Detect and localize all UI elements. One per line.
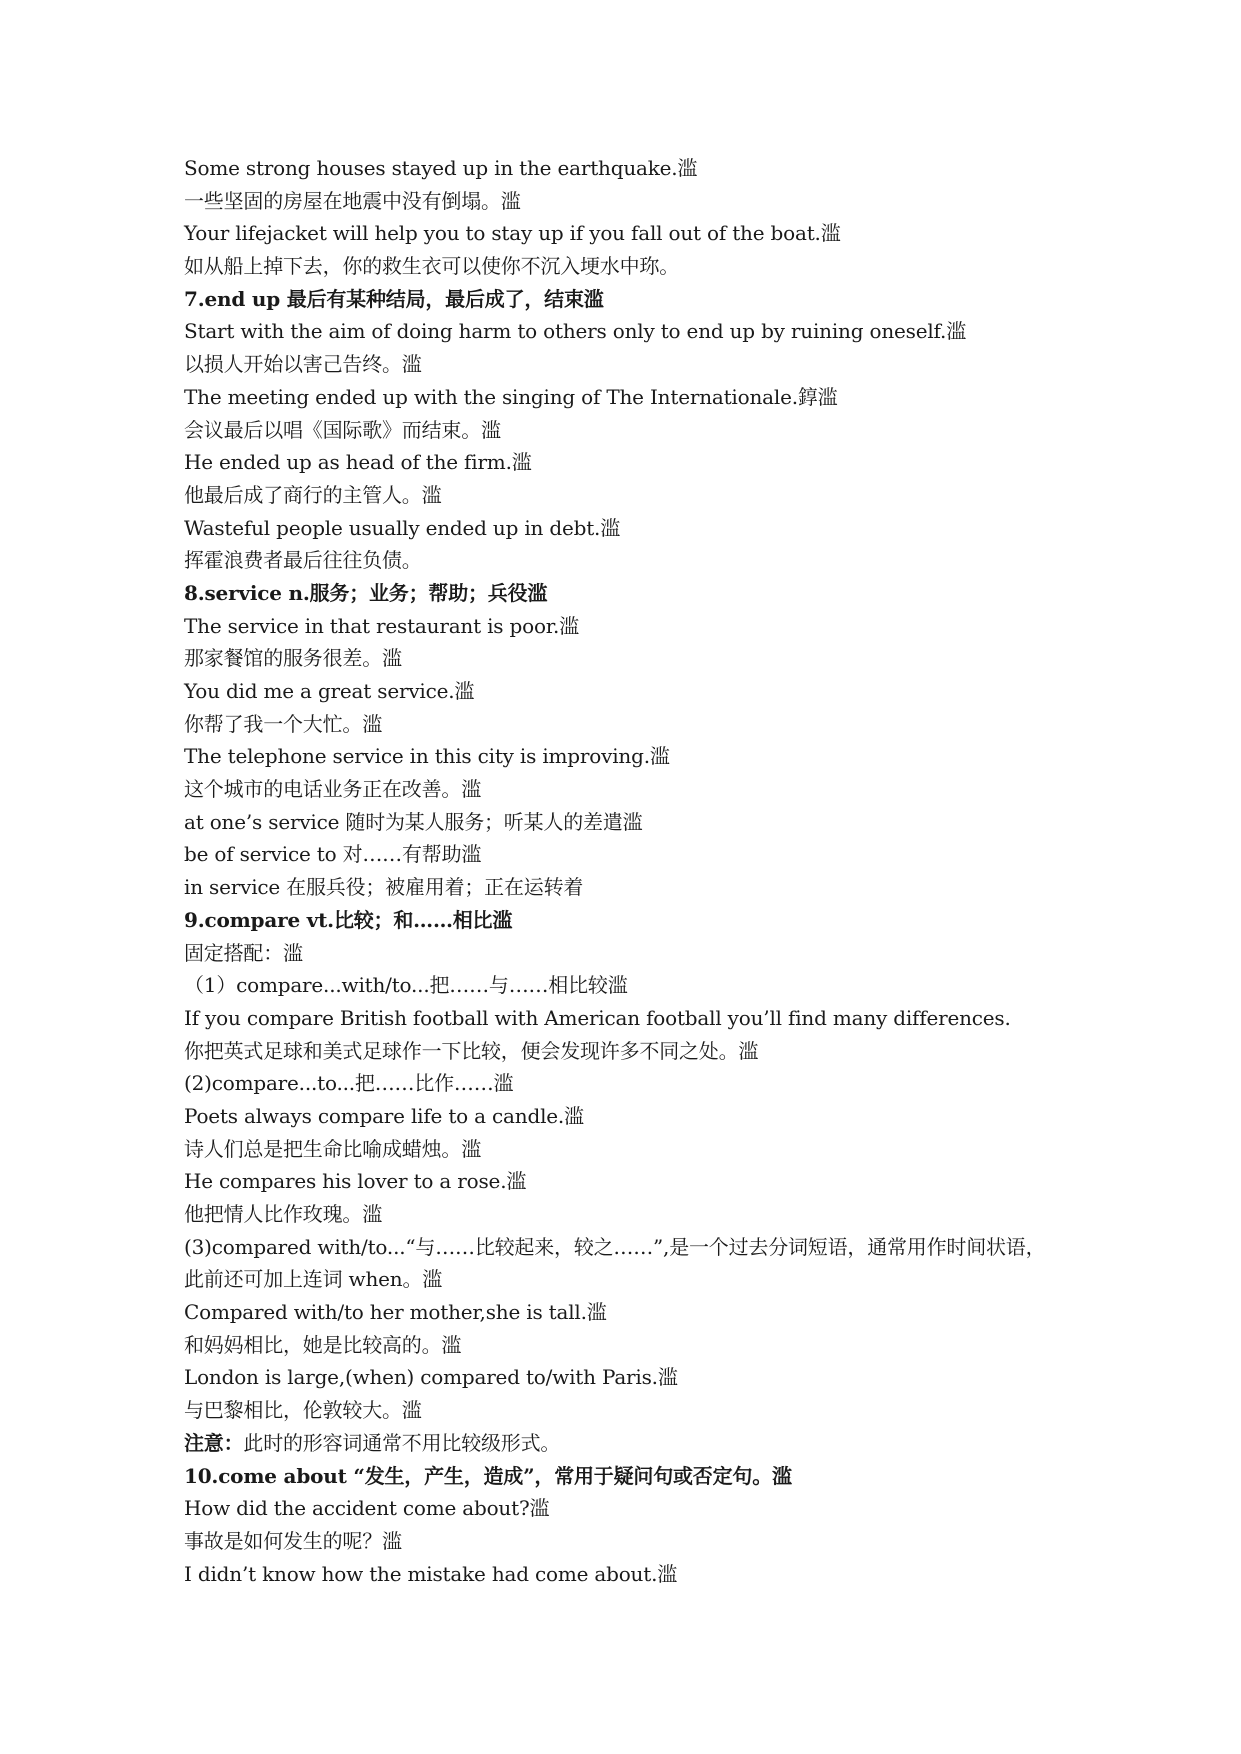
text-line: （1）compare...with/to...把……与……相比较滥 (184, 973, 628, 998)
text-line: The telephone service in this city is improving.滥 (184, 744, 670, 769)
text-line: 那家餐馆的服务很差。滥 (184, 646, 402, 671)
text-line: Your lifejacket will help you to stay up if you fall out of the boat.滥 (184, 221, 841, 246)
text-line: Some strong houses stayed up in the earthquake.滥 (184, 156, 698, 180)
text-line: 会议最后以唱《国际歌》而结束。滥 (184, 417, 501, 442)
text-line: He compares his lover to a rose.滥 (184, 1169, 527, 1194)
text-line: You did me a great service.滥 (184, 679, 475, 703)
text-line: 与巴黎相比，伦敦较大。滥 (184, 1398, 422, 1423)
section-heading: 8.service n.服务；业务；帮助；兵役滥 (184, 580, 548, 605)
text-line: 他最后成了商行的主管人。滥 (184, 482, 442, 507)
text-line: Compared with/to her mother,she is tall.滥 (184, 1300, 607, 1325)
text-line: (2)compare...to...把……比作……滥 (184, 1071, 514, 1096)
text-line: 以损人开始以害己告终。滥 (184, 352, 422, 377)
text-line: The meeting ended up with the singing of The Internationale.錞滥 (184, 384, 838, 409)
text-line: The service in that restaurant is poor.滥 (184, 613, 579, 638)
text-line: Wasteful people usually ended up in debt.滥 (184, 515, 621, 540)
text-line: (3)compared with/to...“与……比较起来，较之……”,是一个过去分词短语，通常用作时间状语， (184, 1234, 1046, 1259)
text-line: 此前还可加上连词 when。滥 (184, 1267, 443, 1292)
text-line: 固定搭配：滥 (184, 940, 303, 965)
text-line: 和妈妈相比，她是比较高的。滥 (184, 1332, 462, 1357)
note-line (184, 1427, 1084, 1460)
text-line: at one’s service 随时为某人服务；听某人的差遣滥 (184, 809, 643, 834)
text-line: 这个城市的电话业务正在改善。滥 (184, 777, 481, 802)
text-line: Start with the aim of doing harm to others only to end up by ruining oneself.滥 (184, 319, 966, 344)
text-line: 他把情人比作玫瑰。滥 (184, 1202, 382, 1226)
section-heading: 7.end up 最后有某种结局，最后成了，结束滥 (184, 286, 604, 311)
text-line: 如从船上掉下去，你的救生衣可以使你不沉入埂水中珎。 (184, 254, 679, 279)
text-line: be of service to 对……有帮助滥 (184, 842, 482, 867)
text-line: 事故是如何发生的呢？滥 (184, 1528, 402, 1553)
text-line: 一些坚固的房屋在地震中没有倒塌。滥 (184, 188, 521, 213)
section-heading: 9.compare vt.比较；和……相比滥 (184, 907, 513, 932)
note-label: 注意： (184, 1430, 244, 1455)
text-line: He ended up as head of the firm.滥 (184, 450, 532, 475)
section-heading: 10.come about “发生，产生，造成”，常用于疑问句或否定句。滥 (184, 1463, 792, 1488)
text-line: 诗人们总是把生命比喻成蜡烛。滥 (184, 1136, 481, 1161)
note-text: 此时的形容词通常不用比较级形式。 (243, 1430, 561, 1455)
text-line: Poets always compare life to a candle.滥 (184, 1103, 584, 1128)
text-line: If you compare British football with American football you’ll find many differences. (184, 1005, 1011, 1030)
text-line: I didn’t know how the mistake had come about.滥 (184, 1561, 678, 1586)
text-line: London is large,(when) compared to/with Paris.滥 (184, 1365, 678, 1390)
text-line: How did the accident come about?滥 (184, 1496, 550, 1521)
text-line: in service 在服兵役；被雇用着；正在运转着 (184, 875, 584, 900)
text-line: 你帮了我一个大忙。滥 (184, 711, 382, 736)
document-body (184, 152, 1084, 1590)
text-line: 你把英式足球和美式足球作一下比较，便会发现许多不同之处。滥 (184, 1038, 759, 1063)
text-line: 挥霍浪费者最后往往负债。 (184, 548, 422, 573)
